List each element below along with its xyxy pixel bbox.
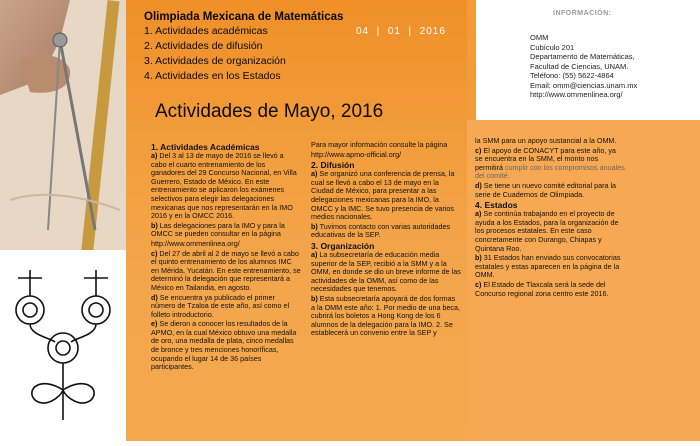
info-line: Cubículo 201 <box>530 42 575 52</box>
info-url[interactable]: http://www.ommenlinea.org/ <box>530 90 623 99</box>
section-heading: 2. Difusión <box>311 160 355 171</box>
paragraph: a) Se continúa trabajando en el proyecto de ayuda a los Estados, para la organización de los procesos estatales. En este caso concretamente con Durango, Chiapas y Quintana Roo. <box>475 209 619 253</box>
paragraph: a) Se organizó una conferencia de prensa, la cual se llevó a cabo el 13 de mayo en la Ciudad de México, para presentar a las delegaciones mexicanas para la IMO, la OMCC y la IMC. Se tuvo presencia de varios medios nacionales. <box>311 169 455 222</box>
main-title: Actividades de Mayo, 2016 <box>155 101 384 122</box>
paragraph: b) 31 Estados han enviado sus convocatorias estatales y estas aparecen en la página de la OMM. <box>475 253 621 280</box>
paragraph: b) Tuvimos contacto con varias autoridades educativas de la SEP. <box>311 221 451 240</box>
info-line: Departamento de Matemáticas, <box>530 52 635 61</box>
section-heading: 1. Actividades Académicas <box>151 142 260 152</box>
info-block <box>530 33 695 100</box>
header-item-3: 3. Actividades de organización <box>144 55 286 67</box>
compass-hand-photo <box>0 0 126 250</box>
paragraph: la SMM para un apoyo sustancial a la OMM. <box>475 136 617 145</box>
omm-logo <box>0 250 126 441</box>
header-item-4: 4. Actividades en los Estados <box>144 70 281 82</box>
info-email[interactable]: Email: omm@ciencias.unam.mx <box>530 80 638 90</box>
column-2 <box>311 141 461 339</box>
link[interactable]: http://www.ommenlinea.org/ <box>151 238 240 248</box>
paragraph: d) Se encuentra ya publicado el primer número de Tzaloa de este año, así como el folleto introductorio. <box>151 292 290 319</box>
paragraph: b) Esta subsecretaría apoyará de dos formas a la OMM este año: 1. Por medio de una beca, cubrirá los boletos a Hong Kong de los 6 alumnos de la delegación para la IMO. 2. Se establecerá un convenio entre la SEP y <box>311 293 461 338</box>
section-heading: 3. Organización <box>311 240 375 251</box>
paragraph: a) La subsecretaría de educación media superior de la SEP, recibió a la SMM y a la OMM, en donde se dio un breve informe de las actividades de la OMM, así como de las necesidades que tenemos. <box>311 249 461 294</box>
paragraph: a) Del 3 al 13 de mayo de 2016 se llevó a cabo el cuarto entrenamiento de los ganadores del 29 Concurso Nacional, en Villa Guerrero, Estado de México. En este entrenamiento se aplicaron los exámenes selectivos para elegir las delegaciones mexicanas que nos representarán en la IMO 2016 y en la OMCC 2016. <box>151 151 297 221</box>
column-1 <box>151 141 301 373</box>
paragraph: c) Del 27 de abril al 2 de mayo se llevó a cabo el quinto entrenamiento de los alumnos IMC en Mérida, Yucatán. En este entrenamiento, se determinó la delegación que representará a México en Tailandia, en agosto. <box>151 248 301 292</box>
paragraph: c) El apoyo de CONACYT para este año, ya se encuentra en la SMM, el monto nos permitirá cumplir con los compromisos anuales del comité. <box>475 145 625 181</box>
paragraph: Para mayor información consulte la página <box>311 140 448 149</box>
section-heading: 4. Estados <box>475 200 518 211</box>
info-line: Facultad de Ciencias, UNAM. <box>530 61 629 71</box>
info-label: INFORMACIÓN: <box>553 10 612 17</box>
header-item-2: 2. Actividades de difusión <box>144 40 263 52</box>
paragraph: e) Se dieron a conocer los resultados de la APMO, en la cual México obtuvo una medalla de oro, una medalla de plata, cinco medallas de bronce y tres menciones honoríficas, ocupando el lugar 14 de 36 países participantes. <box>151 319 297 372</box>
paragraph: d) Se tiene un nuevo comité editorial para la serie de Cuadernos de Olimpiada. <box>475 180 617 199</box>
paragraph: b) Las delegaciones para la IMO y para la OMCC se pueden consultar en la página <box>151 220 285 239</box>
issue-date: 04 | 01 | 2016 <box>356 26 446 37</box>
info-line: Teléfono: (55) 5622-4864 <box>530 71 614 80</box>
header-item-1: 1. Actividades académicas <box>144 25 268 37</box>
header-title: Olimpiada Mexicana de Matemáticas <box>144 11 344 23</box>
link[interactable]: http://www.apmo-official.org/ <box>311 149 402 159</box>
info-line: OMM <box>530 33 549 42</box>
paragraph: c) El Estado de Tlaxcala será la sede del Concurso regional zona centro este 2016. <box>475 279 609 298</box>
column-3 <box>475 137 625 299</box>
